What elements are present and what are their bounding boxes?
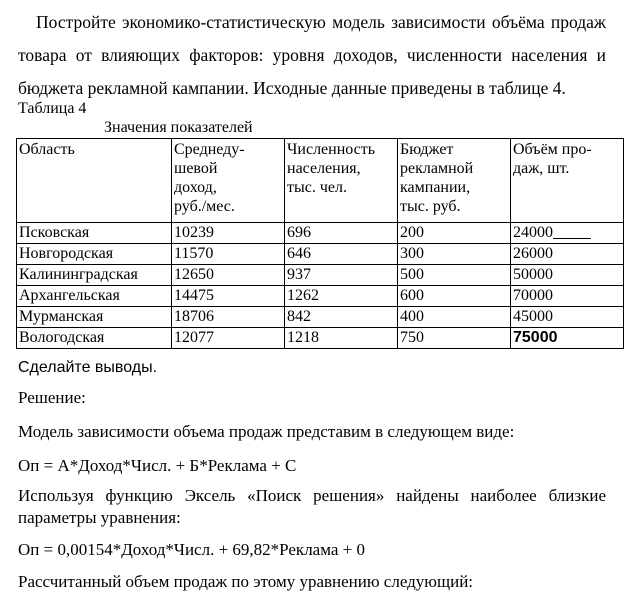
- model-formula: Оп = А*Доход*Числ. + Б*Реклама + С: [18, 456, 297, 475]
- table-header-row: [17, 139, 624, 223]
- conclusions-prompt: Сделайте выводы.: [18, 359, 158, 376]
- cell-sales-volume-value: 24000: [513, 224, 553, 241]
- header-sales-volume: [511, 139, 624, 223]
- table-row: [17, 328, 624, 349]
- cell-sales-volume: 70000: [511, 286, 624, 307]
- fitted-formula: Оп = 0,00154*Доход*Числ. + 69,82*Реклама + 0: [18, 540, 365, 559]
- cell-region: Архангельская: [17, 286, 172, 307]
- cell-sales-volume: 45000: [511, 307, 624, 328]
- calc-text: Рассчитанный объем продаж по этому уравнению следующий:: [18, 572, 474, 591]
- cell-population: 1218: [285, 328, 398, 349]
- cell-ad-budget: 200: [398, 223, 511, 244]
- header-population: Численность населения, тыс. чел.: [285, 139, 398, 223]
- cell-population: 646: [285, 244, 398, 265]
- header-ad-budget: Бюджет рекламной кампании, тыс. руб.: [398, 139, 511, 223]
- cell-ad-budget: 750: [398, 328, 511, 349]
- cell-income: 11570: [172, 244, 285, 265]
- table-row: [17, 265, 624, 286]
- cell-ad-budget: 300: [398, 244, 511, 265]
- cell-region: Новгородская: [17, 244, 172, 265]
- table-subcaption: Значения показателей: [104, 119, 253, 136]
- cell-income: 14475: [172, 286, 285, 307]
- cell-sales-volume: 50000: [511, 265, 624, 286]
- cell-sales-volume: 26000: [511, 244, 624, 265]
- underline-blank: [553, 223, 591, 239]
- cell-ad-budget: 600: [398, 286, 511, 307]
- cell-population: 696: [285, 223, 398, 244]
- solution-label: Решение:: [18, 388, 86, 407]
- cell-sales-volume: 75000: [511, 328, 624, 349]
- table-row: [17, 223, 624, 244]
- model-intro: Модель зависимости объема продаж представим в следующем виде:: [18, 422, 515, 441]
- header-income: Среднеду- шевой доход, руб./мес.: [172, 139, 285, 223]
- indicators-table: [16, 138, 624, 349]
- cell-income: 12077: [172, 328, 285, 349]
- cell-population: 842: [285, 307, 398, 328]
- cell-population: 937: [285, 265, 398, 286]
- header-region: Область: [17, 139, 172, 223]
- cell-region: Вологодская: [17, 328, 172, 349]
- table-caption: Таблица 4: [18, 100, 87, 117]
- task-intro-paragraph: Постройте экономико-статистическую модель зависимости объёма продаж товара от влияющих факторов: уровня доходов, численности населения и бюджета рекламной кампании. Исходные данные приведены в таблице 4.: [18, 12, 606, 98]
- cell-region: Калининградская: [17, 265, 172, 286]
- cell-sales-volume: [511, 223, 624, 244]
- cell-population: 1262: [285, 286, 398, 307]
- cell-region: Псковская: [17, 223, 172, 244]
- cell-ad-budget: 400: [398, 307, 511, 328]
- cell-ad-budget: 500: [398, 265, 511, 286]
- table-row: [17, 244, 624, 265]
- cell-income: 18706: [172, 307, 285, 328]
- excel-solver-text: Используя функцию Эксель «Поиск решения» найдены наиболее близкие параметры уравнения:: [18, 486, 606, 527]
- cell-region: Мурманская: [17, 307, 172, 328]
- table-row: [17, 286, 624, 307]
- table-row: [17, 307, 624, 328]
- header-sales-volume-text: Объём про- даж, шт.: [513, 141, 592, 177]
- cell-income: 12650: [172, 265, 285, 286]
- cell-income: 10239: [172, 223, 285, 244]
